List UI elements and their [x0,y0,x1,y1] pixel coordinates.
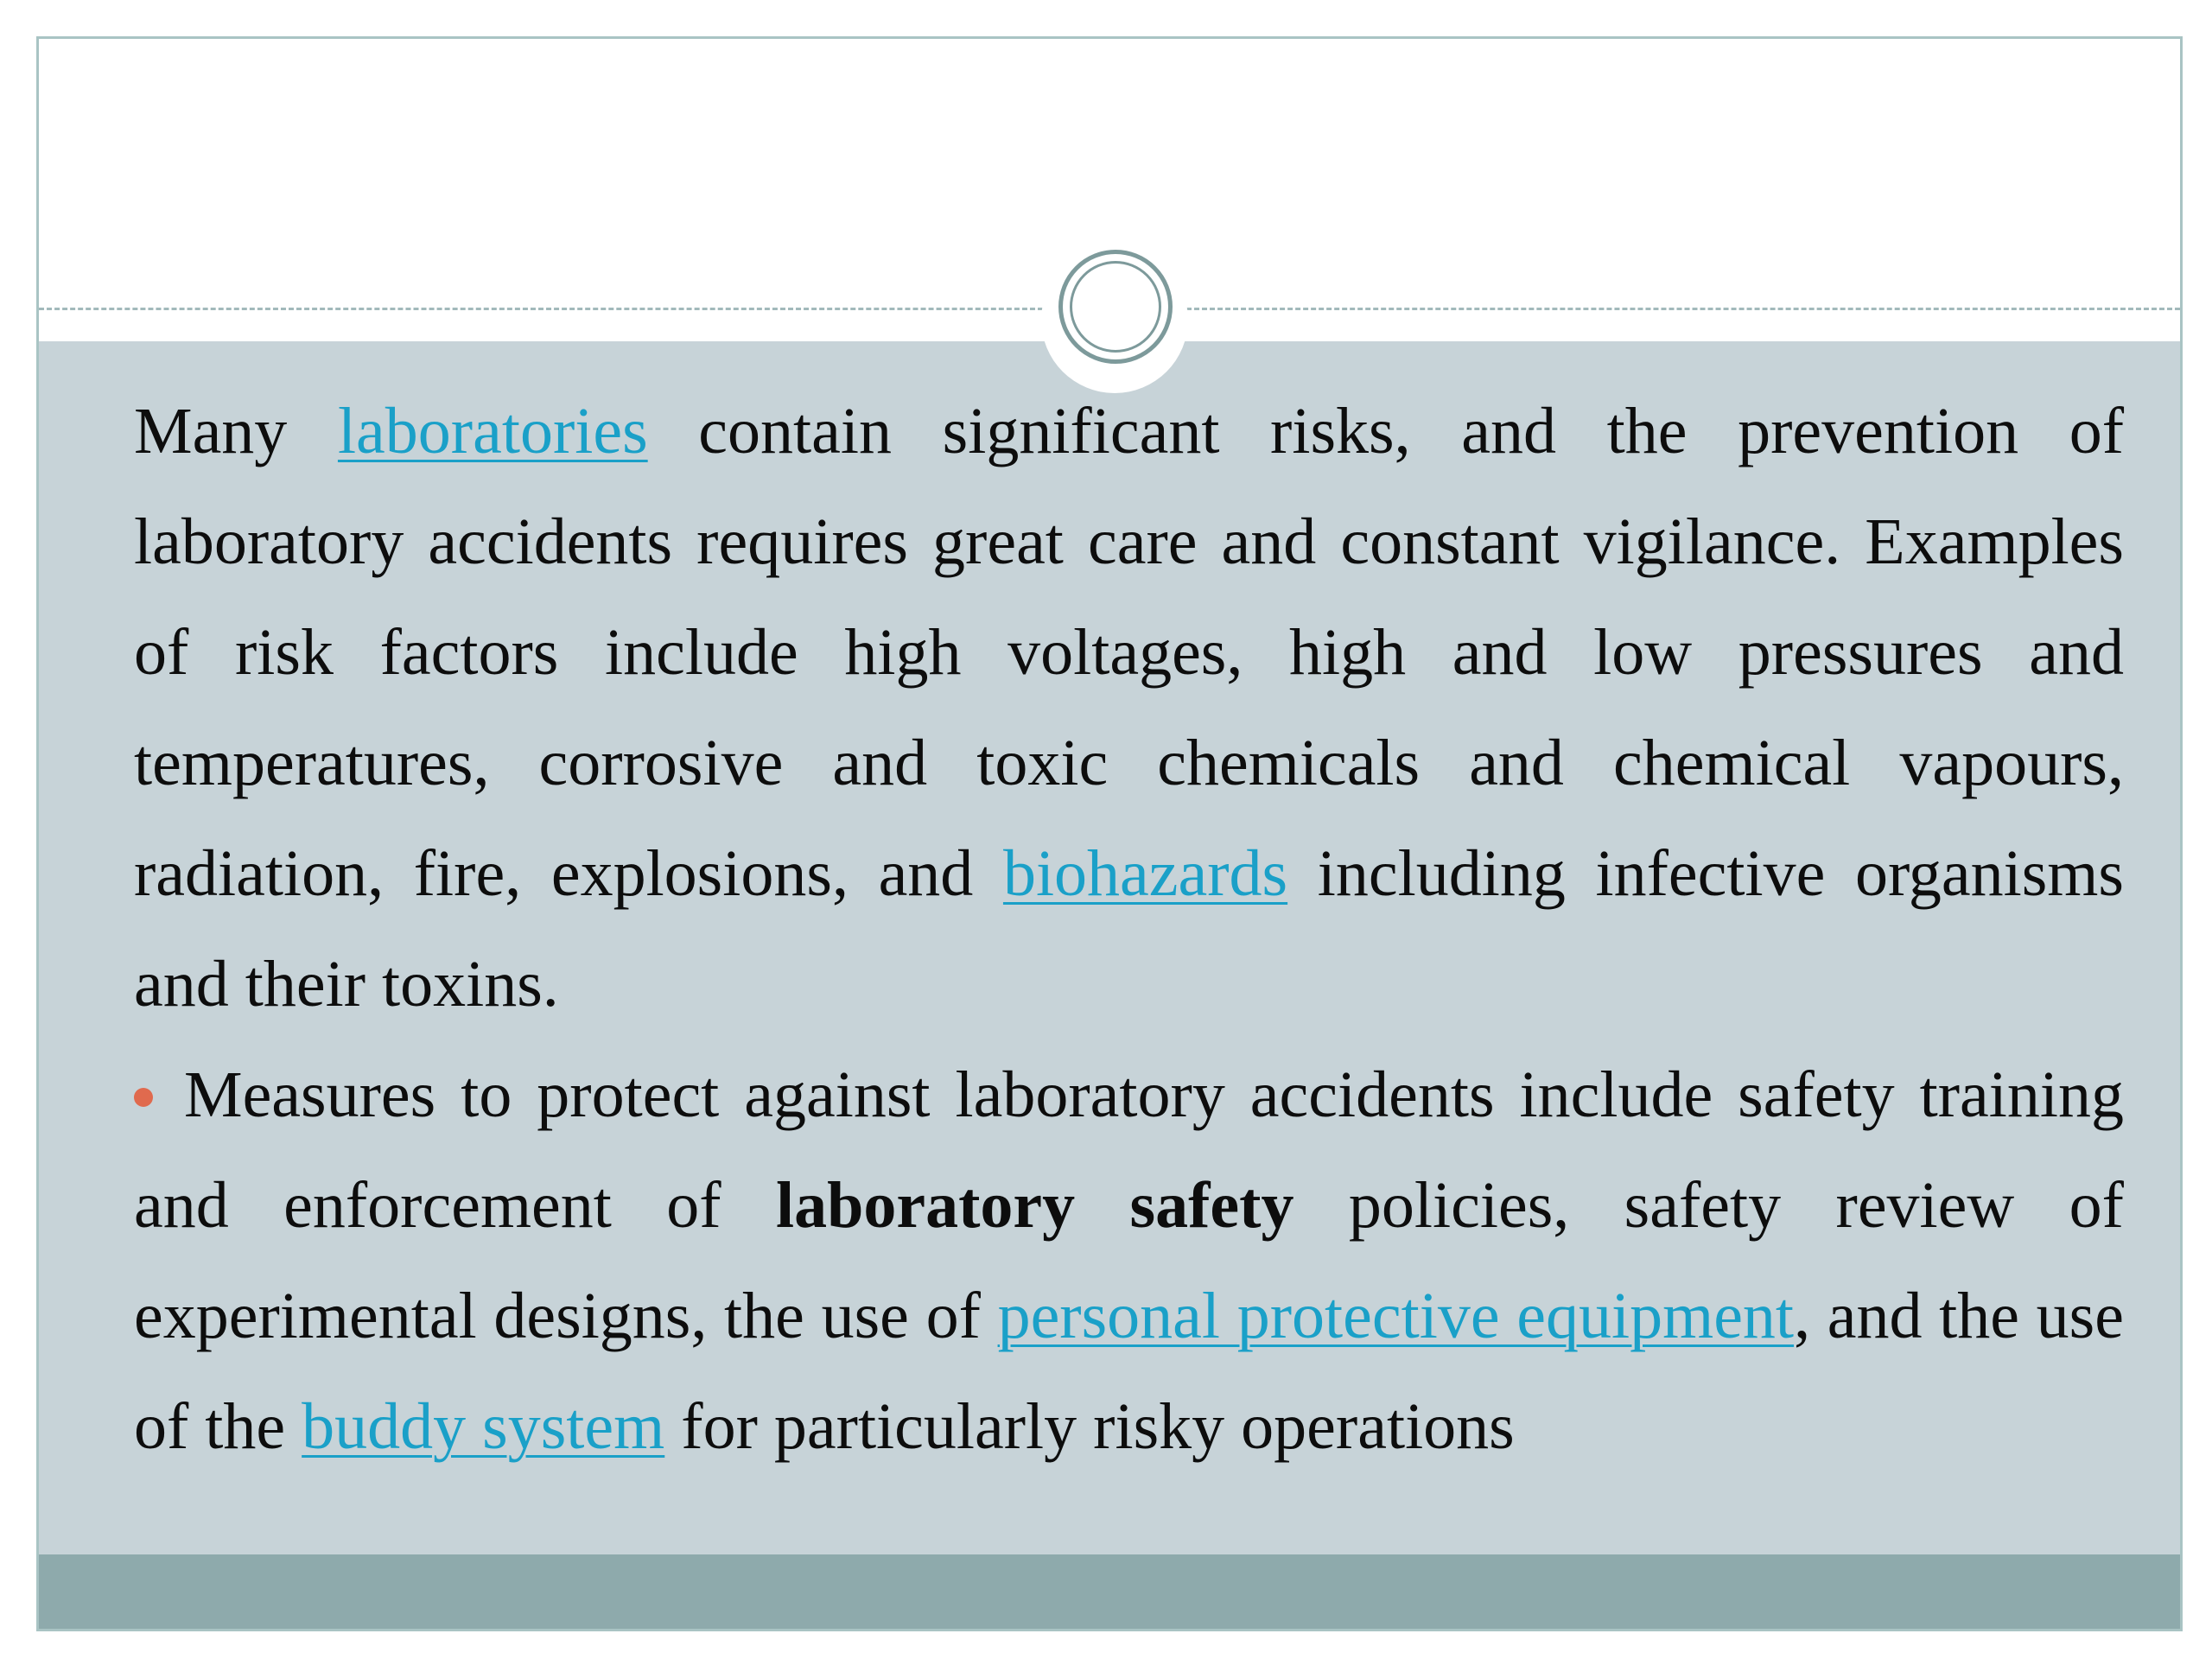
round-bullet-icon [134,1088,153,1107]
divider-line-right [1186,308,2180,310]
paragraph-measures-text-3: , and the use of the [134,1280,2124,1463]
paragraph-intro-text-2: contain significant risks, and the prevention of laboratory accidents requires great care and constant vigilance. Examples of risk factors include high voltages, high and low pressures and temperatures, corrosive and toxic chemicals and chemical vapours, radiation, fire, explosions, and [134,395,2124,910]
slide-footer-band [39,1554,2180,1629]
slide [36,36,2183,1631]
link-buddy-system[interactable]: buddy system [302,1390,665,1463]
link-personal-protective-equipment[interactable]: personal protective equipment [997,1280,1795,1352]
paragraph-intro-text-3: including infective organisms and their toxins. [134,837,2124,1020]
paragraph-intro [134,376,2124,1039]
paragraph-measures-text-4: for particularly risky operations [664,1390,1515,1463]
slide-body-text [134,376,2124,1482]
link-laboratories[interactable]: laboratories [337,395,648,467]
bold-laboratory-safety: laboratory safety [776,1169,1294,1242]
divider-line-left [39,308,1043,310]
paragraph-measures-text-2: policies, safety review of experimental designs, the use of [134,1169,2124,1352]
double-ring-circle-icon [1058,250,1173,364]
paragraph-measures [134,1039,2124,1482]
paragraph-intro-text-1: Many [134,395,338,467]
paragraph-measures-text-1: Measures to protect against laboratory accidents include safety training and enforcement of [134,1058,2124,1242]
link-biohazards[interactable]: biohazards [1002,837,1288,910]
